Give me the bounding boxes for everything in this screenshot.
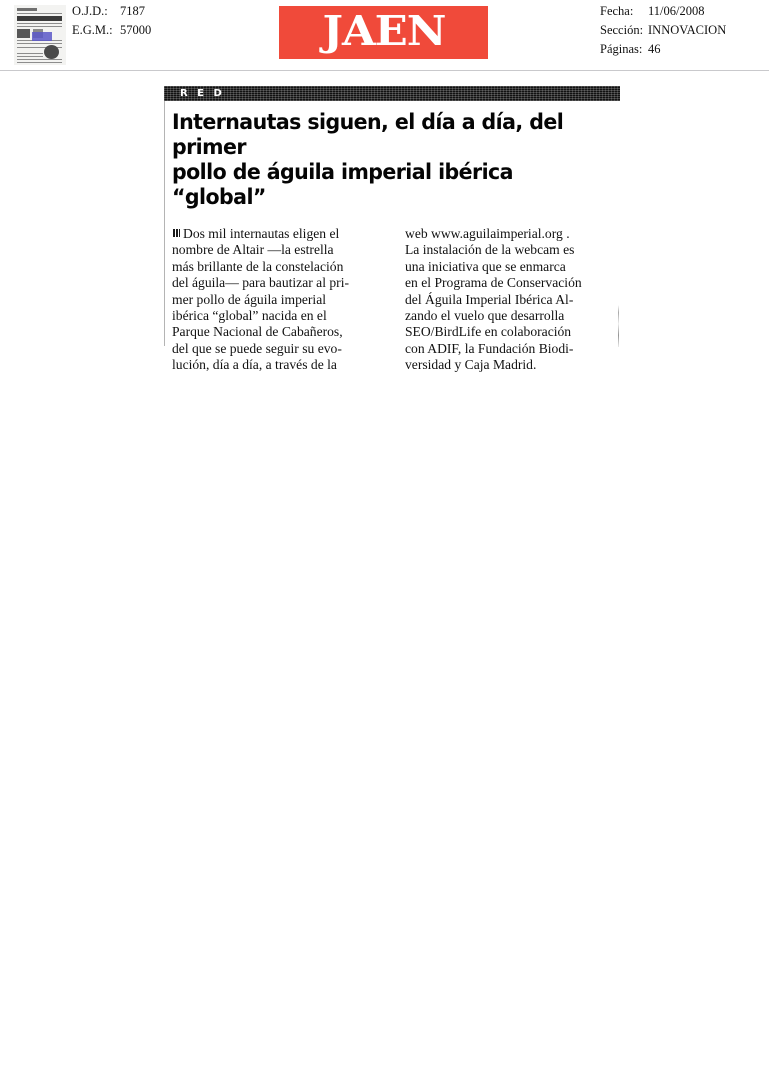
body-line: zando el vuelo que desarrolla [405,308,565,324]
paginas-value: 46 [648,42,661,56]
body-line: del que se puede seguir su evo- [172,340,342,356]
egm-value: 57000 [120,23,152,37]
square-bullet-icon [172,229,180,237]
circulation-metadata [72,2,151,40]
header-divider [0,70,769,71]
body-line [172,226,387,242]
fecha-value: 11/06/2008 [648,4,705,18]
body-line: una iniciativa que se enmarca [405,258,566,274]
body-line: lución, día a día, a través de la [172,357,337,373]
body-line: ibérica “global” nacida en el [172,308,327,324]
body-line: web www.aguilaimperial.org . [405,226,570,241]
article-body [172,226,620,374]
clipping-header [0,0,769,71]
section-banner [164,86,620,101]
body-line: del águila— para bautizar al pri- [172,275,350,291]
ojd-value: 7187 [120,4,145,18]
masthead-text: JAEN [322,7,445,55]
body-line: del Águila Imperial Ibérica Al- [405,291,574,307]
seccion-row [600,21,726,40]
seccion-value: INNOVACION [648,23,727,37]
body-line: Parque Nacional de Cabañeros, [172,324,343,340]
ojd-label: O.J.D.: [72,4,108,18]
body-line: nombre de Altair —la estrella [172,242,334,258]
paginas-row [600,40,726,59]
egm-label: E.G.M.: [72,23,113,37]
body-line: La instalación de la webcam es [405,242,575,258]
paginas-label: Páginas: [600,42,643,56]
body-line: con ADIF, la Fundación Biodi- [405,340,574,356]
headline-line-2: pollo de águila imperial ibérica “global” [172,160,513,210]
article-column-left [172,226,387,374]
body-line: mer pollo de águila imperial [172,291,327,307]
article-headline [172,110,592,210]
ojd-row [72,2,151,21]
fecha-label: Fecha: [600,4,634,18]
body-line: SEO/BirdLife en colaboración [405,324,572,340]
fecha-row [600,2,726,21]
section-banner-label: R E D [180,88,225,99]
publication-metadata [600,2,726,59]
body-line: versidad y Caja Madrid. [405,357,537,373]
newspaper-masthead-logo [279,6,488,59]
egm-row [72,21,151,40]
body-line: más brillante de la constelación [172,258,344,274]
article-column-right [405,226,620,374]
body-line: en el Programa de Conservación [405,275,582,291]
newspaper-page-thumbnail [14,5,66,65]
headline-line-1: Internautas siguen, el día a día, del primer [172,110,564,160]
body-line-text: Dos mil internautas eligen el [183,226,340,241]
seccion-label: Sección: [600,23,644,37]
article-clipping [164,86,620,374]
